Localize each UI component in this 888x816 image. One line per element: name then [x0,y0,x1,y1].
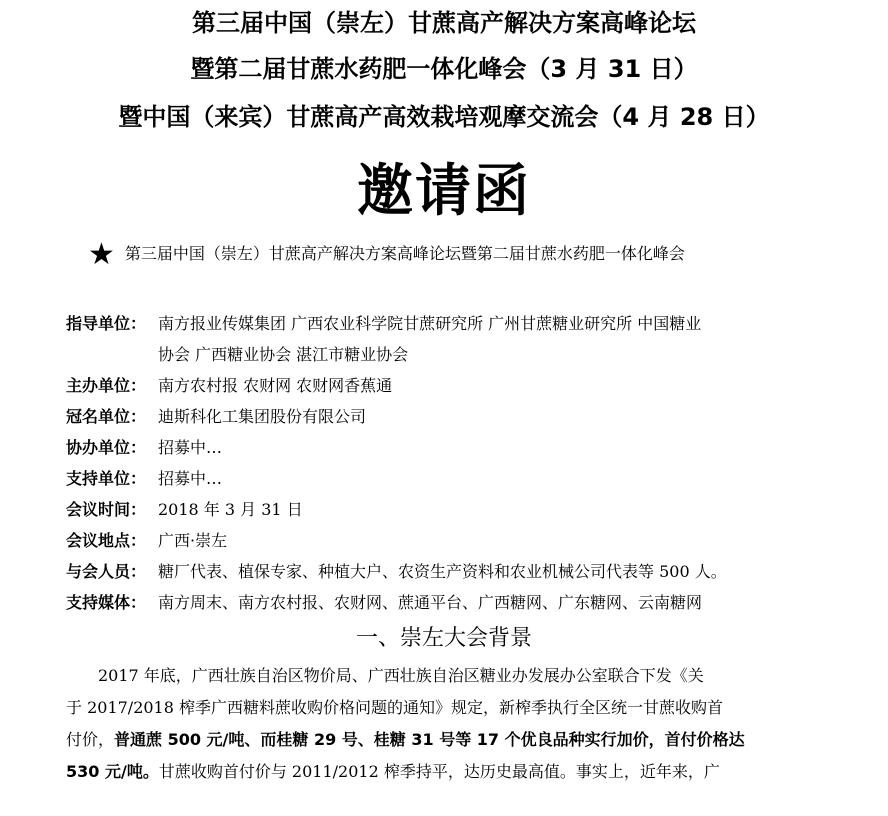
info-label: 会议地点： [66,531,147,550]
info-label: 主办单位： [66,376,147,395]
title-line-2: 暨第二届甘蔗水药肥一体化峰会（3 月 31 日） [190,55,698,83]
body-text-span: 甘蔗收购首付价与 2011/2012 榨季持平，达历史最高值。事实上，近年来，广 [158,762,720,781]
body-text [66,660,816,788]
info-row-attendees [66,556,816,587]
section-heading: 一、崇左大会背景 [355,626,532,651]
body-text-span: 付价， [66,730,115,749]
info-row-media [66,587,816,618]
info-value: 招募中… [158,438,223,457]
title-line-1: 第三届中国（崇左）甘蔗高产解决方案高峰论坛 [192,9,696,37]
info-value: 迪斯科化工集团股份有限公司 [158,407,367,426]
info-label: 会议时间： [66,500,147,519]
info-value: 南方农村报 农财网 农财网香蕉通 [158,376,393,395]
info-label: 与会人员： [66,562,147,581]
info-value: 南方周末、南方农村报、农财网、蔗通平台、广西糖网、广东糖网、云南糖网 [158,593,703,612]
body-line-4 [66,756,816,788]
info-row-supporter [66,463,816,494]
info-value-line-2: 协会 广西糖业协会 湛江市糖业协会 [158,345,409,364]
info-value-line-1: 南方报业传媒集团 广西农业科学院甘蔗研究所 广州甘蔗糖业研究所 中国糖业 [158,314,702,333]
info-value: 广西·崇左 [158,531,228,550]
info-label: 指导单位： [66,314,147,333]
body-line-1: 2017 年底，广西壮族自治区物价局、广西壮族自治区糖业办发展办公室联合下发《关 [98,666,704,685]
invitation-heading: 邀请函 [357,159,531,224]
event-subtitle [88,237,848,272]
info-row-date [66,494,816,525]
info-row-guidance [66,308,816,370]
body-bold-span: 530 元/吨。 [66,762,159,781]
event-subtitle-text: 第三届中国（崇左）甘蔗高产解决方案高峰论坛暨第二届甘蔗水药肥一体化峰会 [124,244,685,263]
info-row-title-sponsor [66,401,816,432]
info-label: 支持单位： [66,469,147,488]
info-value: 2018 年 3 月 31 日 [158,500,303,519]
info-label: 冠名单位： [66,407,147,426]
info-value: 糖厂代表、植保专家、种植大户、农资生产资料和农业机械公司代表等 500 人。 [158,562,727,581]
body-line-2: 于 2017/2018 榨季广西糖料蔗收购价格问题的通知》规定，新榨季执行全区统一甘蔗收购首 [66,698,724,717]
body-bold-span: 普通蔗 500 元/吨、而桂糖 29 号、桂糖 31 号等 17 个优良品种实行加价，首付价格达 [114,730,745,749]
info-row-co-organizer [66,432,816,463]
body-line-3 [66,724,816,756]
star-icon: ★ [88,237,115,272]
info-value: 招募中… [158,469,223,488]
info-list [66,308,816,618]
info-row-location [66,525,816,556]
info-label: 支持媒体： [66,593,147,612]
info-label: 协办单位： [66,438,147,457]
info-value [158,308,816,370]
title-line-3: 暨中国（来宾）甘蔗高产高效栽培观摩交流会（4 月 28 日） [118,103,770,131]
info-row-organizer [66,370,816,401]
